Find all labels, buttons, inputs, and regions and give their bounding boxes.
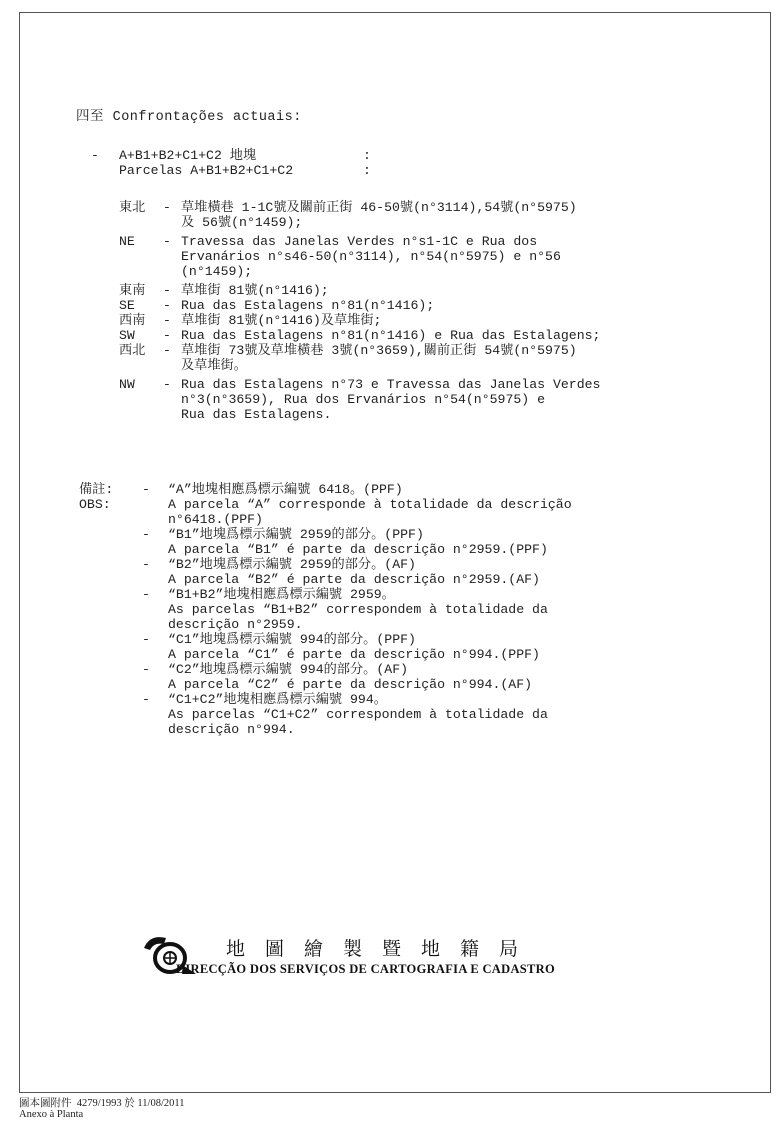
obs-dash: - [142,527,150,542]
agency-logo-block [140,930,640,1010]
direction-text-line: Rua das Estalagens n°81(n°1416); [181,298,435,313]
obs-text-line: descrição n°994. [168,722,295,737]
direction-dash: - [163,328,171,343]
direction-text-line: Rua das Estalagens n°73 e Travessa das Janelas Verdes [181,377,601,392]
obs-text [168,632,540,662]
obs-item [142,482,572,527]
obs-text-line: “C1+C2”地塊相應爲標示編號 994。 [168,692,387,707]
obs-dash: - [142,692,150,707]
direction-code: 東南 [119,283,146,298]
obs-label-pt: OBS: [79,497,111,512]
confrontation-row [119,298,600,313]
obs-item [142,662,572,692]
direction-text [181,234,561,279]
direction-dash: - [163,343,171,358]
footer-annex-note [19,1098,184,1120]
obs-text-line: “B2”地塊爲標示編號 2959的部分。(AF) [168,557,416,572]
confrontation-row [119,234,600,279]
obs-dash: - [142,587,150,602]
parcels-colon-1: : [363,148,371,163]
obs-text-line: “C1”地塊爲標示編號 994的部分。(PPF) [168,632,416,647]
direction-text-line: Rua das Estalagens n°81(n°1416) e Rua das Estalagens; [181,328,601,343]
section-title: 四至 Confrontações actuais: [76,110,302,125]
obs-text [168,527,548,557]
obs-text-line: “B1”地塊爲標示編號 2959的部分。(PPF) [168,527,424,542]
direction-text-line: 草堆街 81號(n°1416); [181,283,329,298]
direction-code: SE [119,298,135,313]
direction-text [181,377,600,422]
direction-dash: - [163,313,171,328]
obs-list [142,482,572,737]
obs-text-line: A parcela “A” corresponde à totalidade da descrição [168,497,572,512]
direction-text-line: 及 56號(n°1459); [181,215,303,230]
obs-dash: - [142,632,150,647]
direction-code: 東北 [119,200,146,215]
obs-text [168,662,532,692]
obs-text-line: “A”地塊相應爲標示編號 6418。(PPF) [168,482,403,497]
direction-dash: - [163,298,171,313]
obs-text-line: descrição n°2959. [168,617,303,632]
direction-dash: - [163,234,171,249]
obs-text-line: A parcela “B2” é parte da descrição n°2959.(AF) [168,572,540,587]
parcels-line-pt: Parcelas A+B1+B2+C1+C2 [119,163,294,178]
direction-text [181,283,329,298]
obs-text [168,482,572,527]
parcels-colon-2: : [363,163,371,178]
direction-text-line: 草堆街 73號及草堆橫巷 3號(n°3659),關前正街 54號(n°5975) [181,343,577,358]
direction-text-line: 草堆橫巷 1-1C號及關前正街 46-50號(n°3114),54號(n°5975) [181,200,577,215]
confrontations-list [119,200,600,422]
direction-text-line: n°3(n°3659), Rua dos Ervanários n°54(n°5975) e [181,392,546,407]
obs-text-line: n°6418.(PPF) [168,512,263,527]
direction-text-line: Travessa das Janelas Verdes n°s1-1C e Rua dos [181,234,538,249]
direction-code: 西南 [119,313,146,328]
footer-line-2: Anexo à Planta [19,1109,84,1120]
obs-item [142,527,572,557]
obs-text [168,587,548,632]
obs-dash: - [142,662,150,677]
direction-text-line: 草堆街 81號(n°1416)及草堆街; [181,313,382,328]
direction-text [181,298,434,313]
direction-text [181,328,600,343]
obs-label-cn: 備註: [79,482,114,497]
direction-text-line: 及草堆街。 [181,358,247,373]
agency-name-pt: DIRECÇÃO DOS SERVIÇOS DE CARTOGRAFIA E CADASTRO [176,962,556,976]
obs-text-line: A parcela “C2” é parte da descrição n°994.(AF) [168,677,533,692]
obs-text-line: As parcelas “C1+C2” correspondem à totalidade da [168,707,548,722]
parcels-dash: - [91,148,99,163]
parcels-colons [363,148,371,178]
obs-dash: - [142,482,150,497]
confrontation-row [119,313,600,328]
direction-dash: - [163,200,171,215]
agency-name-cn: 地圖繪製暨地籍局 [226,938,539,960]
direction-dash: - [163,283,171,298]
obs-item [142,587,572,632]
obs-text-line: As parcelas “B1+B2” correspondem à totalidade da [168,602,548,617]
confrontation-row [119,377,600,422]
direction-code: NE [119,234,135,249]
obs-text-line: “B1+B2”地塊相應爲標示編號 2959。 [168,587,395,602]
obs-text [168,692,548,737]
obs-text [168,557,540,587]
direction-text [181,313,381,328]
direction-code: NW [119,377,135,392]
obs-text-line: A parcela “C1” é parte da descrição n°994.(PPF) [168,647,540,662]
obs-text-line: A parcela “B1” é parte da descrição n°2959.(PPF) [168,542,548,557]
confrontation-row [119,200,600,230]
parcels-heading [119,148,293,178]
direction-text [181,343,577,373]
obs-item [142,632,572,662]
direction-dash: - [163,377,171,392]
direction-text-line: (n°1459); [181,264,253,279]
confrontation-row [119,328,600,343]
obs-label [79,482,113,512]
direction-text-line: Ervanários n°s46-50(n°3114), n°54(n°5975) e n°56 [181,249,561,264]
confrontation-row [119,283,600,298]
parcels-line-cn: A+B1+B2+C1+C2 地塊 [119,148,257,163]
obs-item [142,557,572,587]
footer-line-1: 圖本圖附件 4279/1993 於 11/08/2011 [19,1098,185,1109]
direction-code: SW [119,328,135,343]
obs-text-line: “C2”地塊爲標示編號 994的部分。(AF) [168,662,409,677]
confrontation-row [119,343,600,373]
direction-text-line: Rua das Estalagens. [181,407,332,422]
direction-code: 西北 [119,343,146,358]
obs-item [142,692,572,737]
direction-text [181,200,577,230]
obs-dash: - [142,557,150,572]
